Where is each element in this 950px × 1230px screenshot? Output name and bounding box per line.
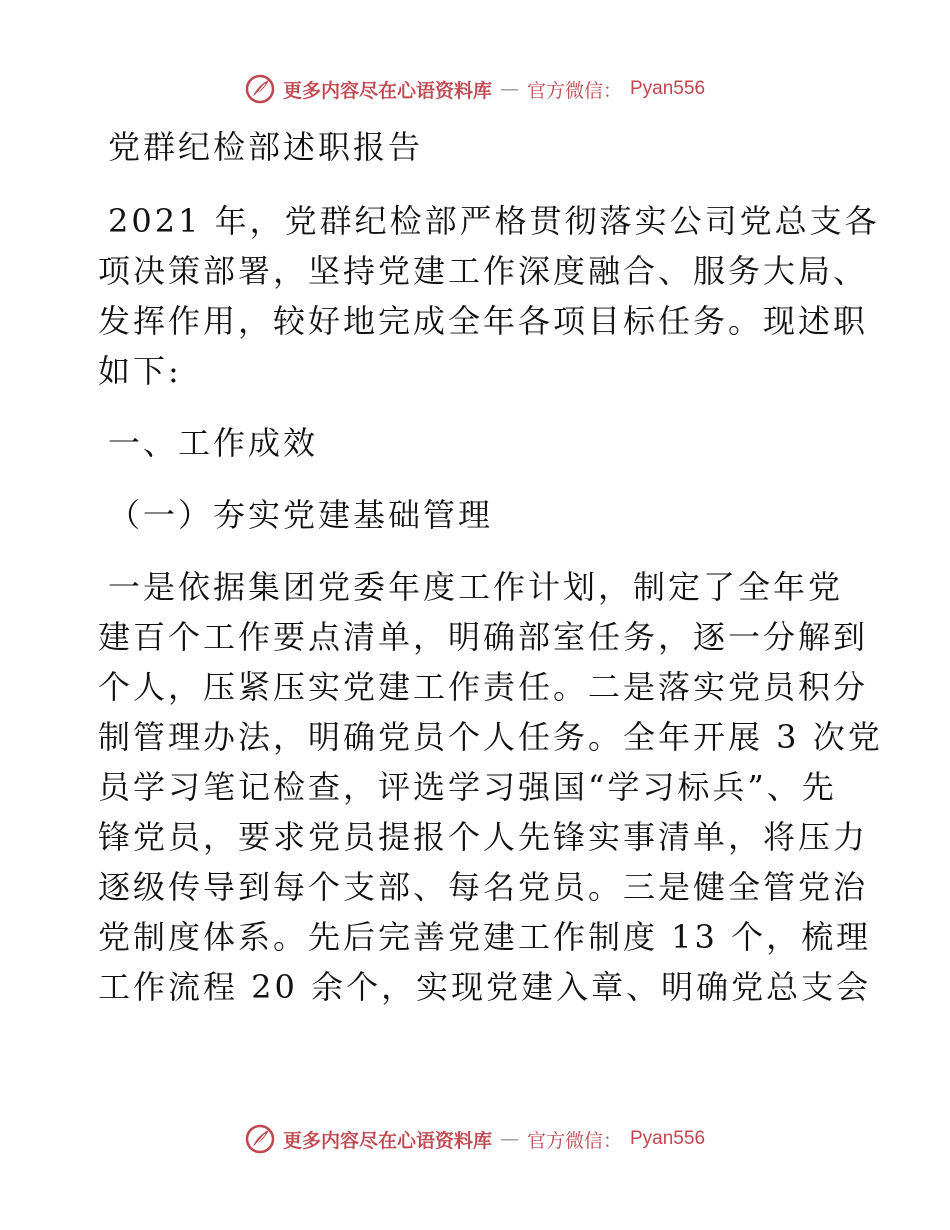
body-line: 员学习笔记检查，评选学习强国“学习标兵”、先	[98, 768, 837, 806]
body-line: 工作流程 20 余个，实现党建入章、明确党总支会	[98, 968, 872, 1006]
watermark-separator: —	[499, 1128, 519, 1150]
document-title: 党群纪检部述职报告	[108, 128, 424, 166]
document-body	[98, 122, 883, 1012]
watermark-wechat-id: Pyan556	[630, 78, 706, 99]
watermark-header	[0, 74, 950, 104]
watermark-text: 更多内容尽在心语资料库	[282, 79, 492, 102]
body-line: 个人，压紧压实党建工作责任。二是落实党员积分	[98, 668, 869, 706]
section-heading: 一、工作成效	[108, 424, 319, 462]
intro-line: 项决策部署，坚持党建工作深度融合、服务大局、	[98, 252, 869, 290]
intro-line: 2021 年，党群纪检部严格贯彻落实公司党总支各	[108, 202, 880, 240]
body-line: 逐级传导到每个支部、每名党员。三是健全管党治	[98, 868, 869, 906]
body-line: 党制度体系。先后完善党建工作制度 13 个，梳理	[98, 918, 872, 956]
watermark-wechat-id: Pyan556	[630, 1128, 706, 1149]
subsection-heading: （一）夯实党建基础管理	[108, 496, 494, 534]
body-line: 建百个工作要点清单，明确部室任务，逐一分解到	[98, 618, 869, 656]
watermark-separator: —	[499, 78, 519, 100]
feather-logo-icon	[245, 1124, 275, 1154]
body-line: 锋党员，要求党员提报个人先锋实事清单，将压力	[98, 818, 869, 856]
feather-logo-icon	[245, 74, 275, 104]
watermark-footer	[0, 1124, 950, 1154]
body-line: 一是依据集团党委年度工作计划，制定了全年党	[108, 568, 844, 606]
body-line: 制管理办法，明确党员个人任务。全年开展 3 次党	[98, 718, 883, 756]
intro-line: 如下:	[98, 352, 182, 390]
watermark-wechat-label: 官方微信：	[526, 79, 622, 102]
intro-line: 发挥作用，较好地完成全年各项目标任务。现述职	[98, 302, 869, 340]
watermark-text: 更多内容尽在心语资料库	[282, 1129, 492, 1152]
body-paragraph	[98, 562, 883, 1012]
watermark-wechat-label: 官方微信：	[526, 1129, 622, 1152]
intro-paragraph	[98, 196, 880, 396]
